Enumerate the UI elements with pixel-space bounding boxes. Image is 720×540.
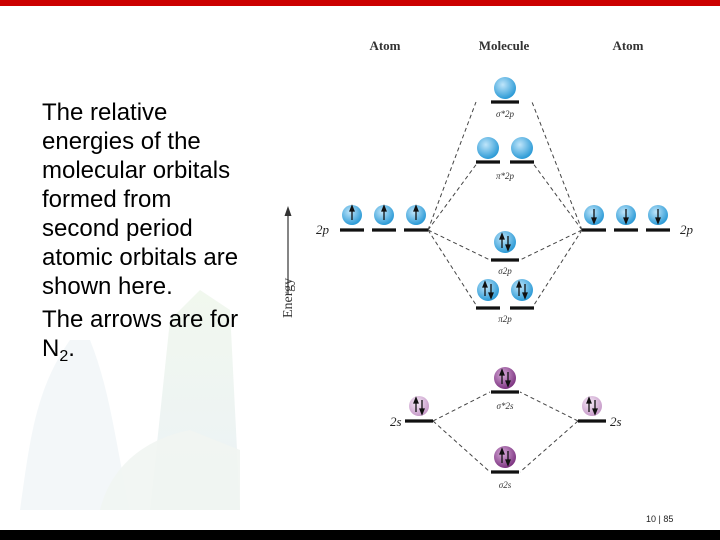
energy-axis-label: Energy — [281, 277, 296, 318]
label-pi-2p: π2p — [498, 314, 512, 324]
label-pi-star-2p: π*2p — [495, 171, 515, 181]
mo-energy-diagram — [270, 20, 710, 500]
label-right-2s: 2s — [610, 414, 622, 429]
body-paragraph-2-period: . — [68, 335, 75, 362]
label-left-2s: 2s — [390, 414, 402, 429]
label-sigma-star-2s: σ*2s — [496, 401, 514, 411]
s-molecular-orbitals — [494, 367, 516, 468]
top-accent-bar — [0, 0, 720, 6]
label-sigma-2s: σ2s — [498, 480, 512, 490]
body-paragraph-1: The relative energies of the molecular orbitals formed from second period atomic orbitals are shown here. — [42, 99, 239, 300]
bottom-bar — [0, 530, 720, 540]
header-atom-left: Atom — [369, 38, 401, 53]
page-number: 10 | 85 — [646, 514, 674, 524]
header-molecule: Molecule — [478, 38, 530, 53]
label-sigma-2p: σ2p — [498, 266, 512, 276]
label-right-2p: 2p — [680, 222, 693, 237]
slide-body-text — [42, 98, 252, 363]
body-paragraph-2 — [42, 305, 252, 363]
label-left-2p: 2p — [316, 222, 329, 237]
correlation-lines — [428, 102, 582, 472]
subscript-2: 2 — [59, 348, 69, 365]
label-sigma-star-2p: σ*2p — [496, 109, 514, 119]
header-atom-right: Atom — [612, 38, 644, 53]
body-paragraph-2-text: The arrows are for N — [42, 306, 239, 362]
